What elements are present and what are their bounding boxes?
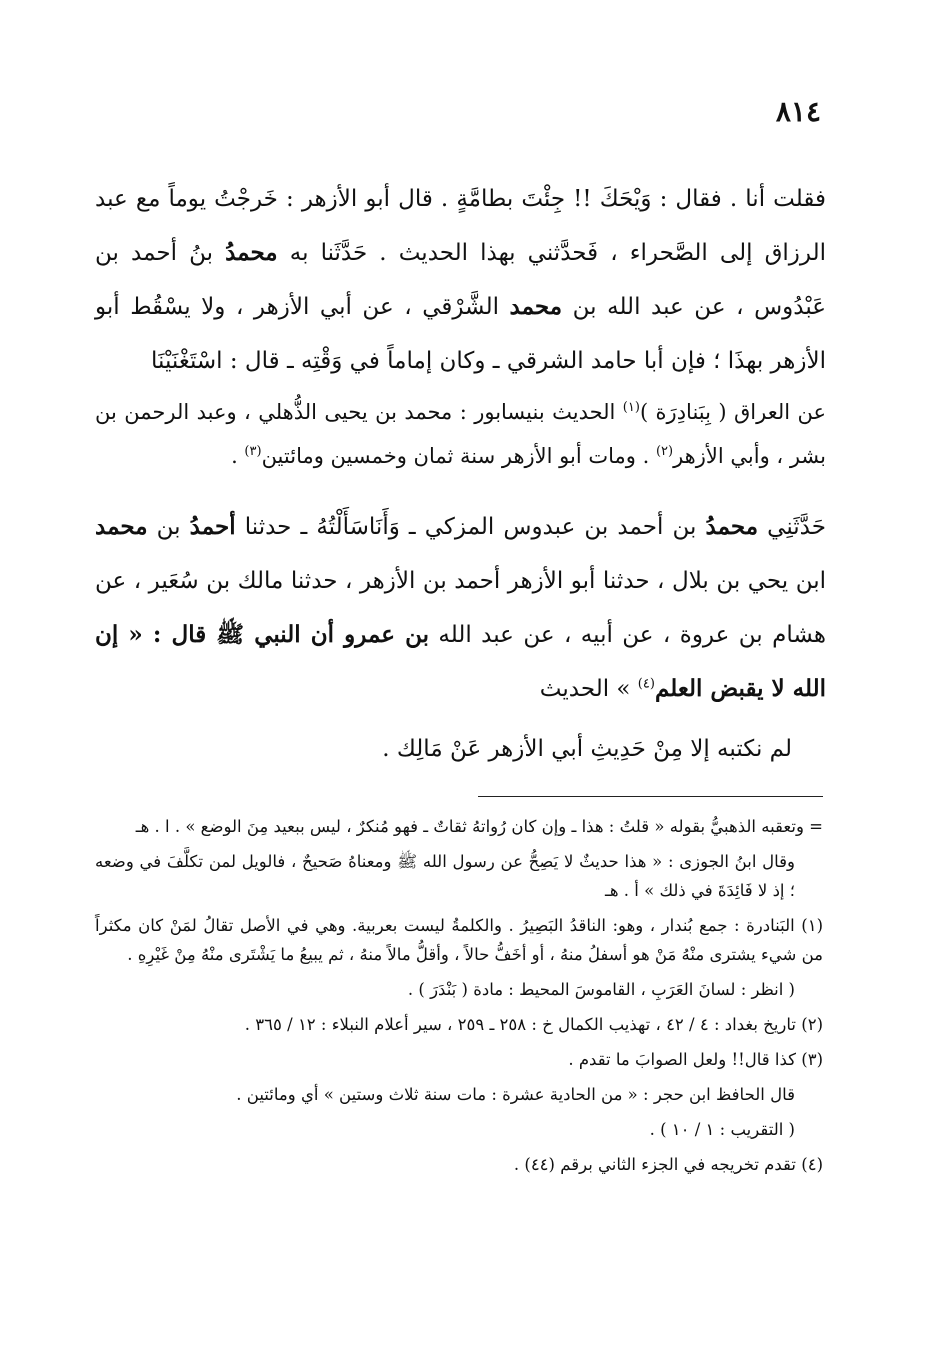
footnote-4: (٤) تقدم تخريجه في الجزء الثاني برقم (٤٤) .	[513, 1155, 823, 1174]
text-run: حَدَّثَنِي	[758, 514, 826, 540]
footnote-ref-1: (١)	[622, 400, 640, 415]
text-run: بن	[147, 514, 190, 540]
footnote-ref-4: (٤)	[637, 676, 655, 692]
text-run: بن أحمد بن عبدوس المزكي ـ وَأَنَاسَأَلْتُهُ ـ حدثنا	[235, 514, 706, 540]
paragraph-3	[95, 500, 826, 716]
footnote-1: (١) البَنادرة : جمع بُندار ، وهو: الناقدُ البَصِيرُ . والكلمةُ ليست بعربية. وهي في الأصل تقالُ لمَنْ كان مكثراً من شيء يشترى منْهُ مَنْ هو أسفلُ منهُ ، أو أخَفُّ حالاً ، وأقلُّ مالاً منهُ ، ثم يبيعُ ما يَشْتَرى منْهُ مِنْ غَيْرِهِ .	[95, 916, 823, 964]
paragraph-1	[95, 172, 826, 388]
hadith-text: بن عمرو أن النبي ﷺ قال : « إن الله لا يقبض العلم	[95, 621, 826, 702]
text-run: .	[231, 444, 245, 468]
footnote-ref-3: (٣)	[244, 444, 262, 459]
paragraph-2	[95, 390, 826, 478]
text-run: بنُ أحمد بن عَبْدُوس ، عن عبد الله بن	[95, 240, 826, 320]
text-run: . ومات أبو الأزهر سنة ثمان وخمسين ومائتين	[261, 444, 656, 468]
bold-name: محمدُ	[225, 239, 278, 266]
text-run: الشَّرْقي ، عن أبي الأزهر ، ولا يسْقُط أبو الأزهر بهذَا ؛ فإن أبا حامد الشرقي ـ وكان إماماً في وَقْتِه ـ قال : اسْتَغْنَيْنَا	[95, 294, 826, 374]
text-run: » الحديث	[539, 676, 638, 702]
footnote-3-quote: قال الحافظ ابن حجر : « من الحادية عشرة : مات سنة ثلاث وستين » أي ومائتين .	[236, 1085, 795, 1104]
page-number: ٨١٤	[775, 95, 821, 128]
footnote-1-reference: ( انظر : لسانَ العَرَبِ ، القاموسَ المحيط : مادة ( بَنْدَرَ ) .	[407, 980, 795, 999]
text-run: ابن يحي بن بلال ، حدثنا أبو الأزهر أحمد بن الأزهر ، حدثنا مالك بن سُعَير ، عن هشام بن عروة ، عن أبيه ، عن عبد الله	[95, 568, 826, 648]
footnote-3-reference: ( التقريب : ١ / ١٠ ) .	[649, 1120, 795, 1139]
footnote-continuation: = وتعقبه الذهبيُّ بقوله « قلتُ : هذا ـ وإن كان رُواتهُ ثقاتٌ ـ فهو مُنكرٌ ، ليس ببعيد مِنَ الوضع » . ا . هـ	[135, 817, 823, 836]
footnote-separator	[478, 796, 823, 797]
footnotes	[95, 812, 823, 1185]
bold-name: محمد	[509, 293, 563, 320]
text-run: فقلت أنا . فقال : وَيْحَكَ !! جِئْتَ بطامَّةٍ . قال أبو الأزهر : خَرجْتُ يوماً مع عبد الرزاق إلى الصَّحراء ، فَحدَّثني بهذا الحديث . حَدَّثَنا به	[95, 186, 826, 266]
bold-name: محمد	[95, 513, 148, 540]
bold-name: أحمدُ	[189, 513, 236, 540]
main-text	[95, 172, 826, 776]
text-run: عن العراق ( بِبَنادِرَة )	[639, 400, 826, 424]
bold-name: محمدُ	[705, 513, 759, 540]
footnote-2: (٢) تاريخ بغداد : ٤ / ٤٢ ، تهذيب الكمال خ : ٢٥٨ ـ ٢٥٩ ، سير أعلام النبلاء : ١٢ / ٣٦٥ .	[244, 1015, 823, 1034]
footnote-3: (٣) كذا قال!! ولعل الصوابَ ما تقدم .	[568, 1050, 823, 1069]
paragraph-4: لم نكتبه إلا مِنْ حَدِيثِ أبي الأزهر عَنْ مَالِك .	[382, 736, 792, 762]
footnote-ref-2: (٢)	[655, 444, 674, 459]
text-run: الحديث بنيسابور : محمد بن يحيى الذُّهلي ، وعبد الرحمن بن بشر ، وأبي الأزهر	[95, 400, 826, 468]
footnote-continuation-2: وقال ابنُ الجوزى : « هذا حديثٌ لا يَصِحُّ عن رسول الله ﷺ ومعناهُ صَحيحٌ ، فالويل لمن تكلَّفَ في وضعه ؛ إذ لا فَائِدَةَ في ذلك » أ . هـ	[95, 852, 795, 900]
